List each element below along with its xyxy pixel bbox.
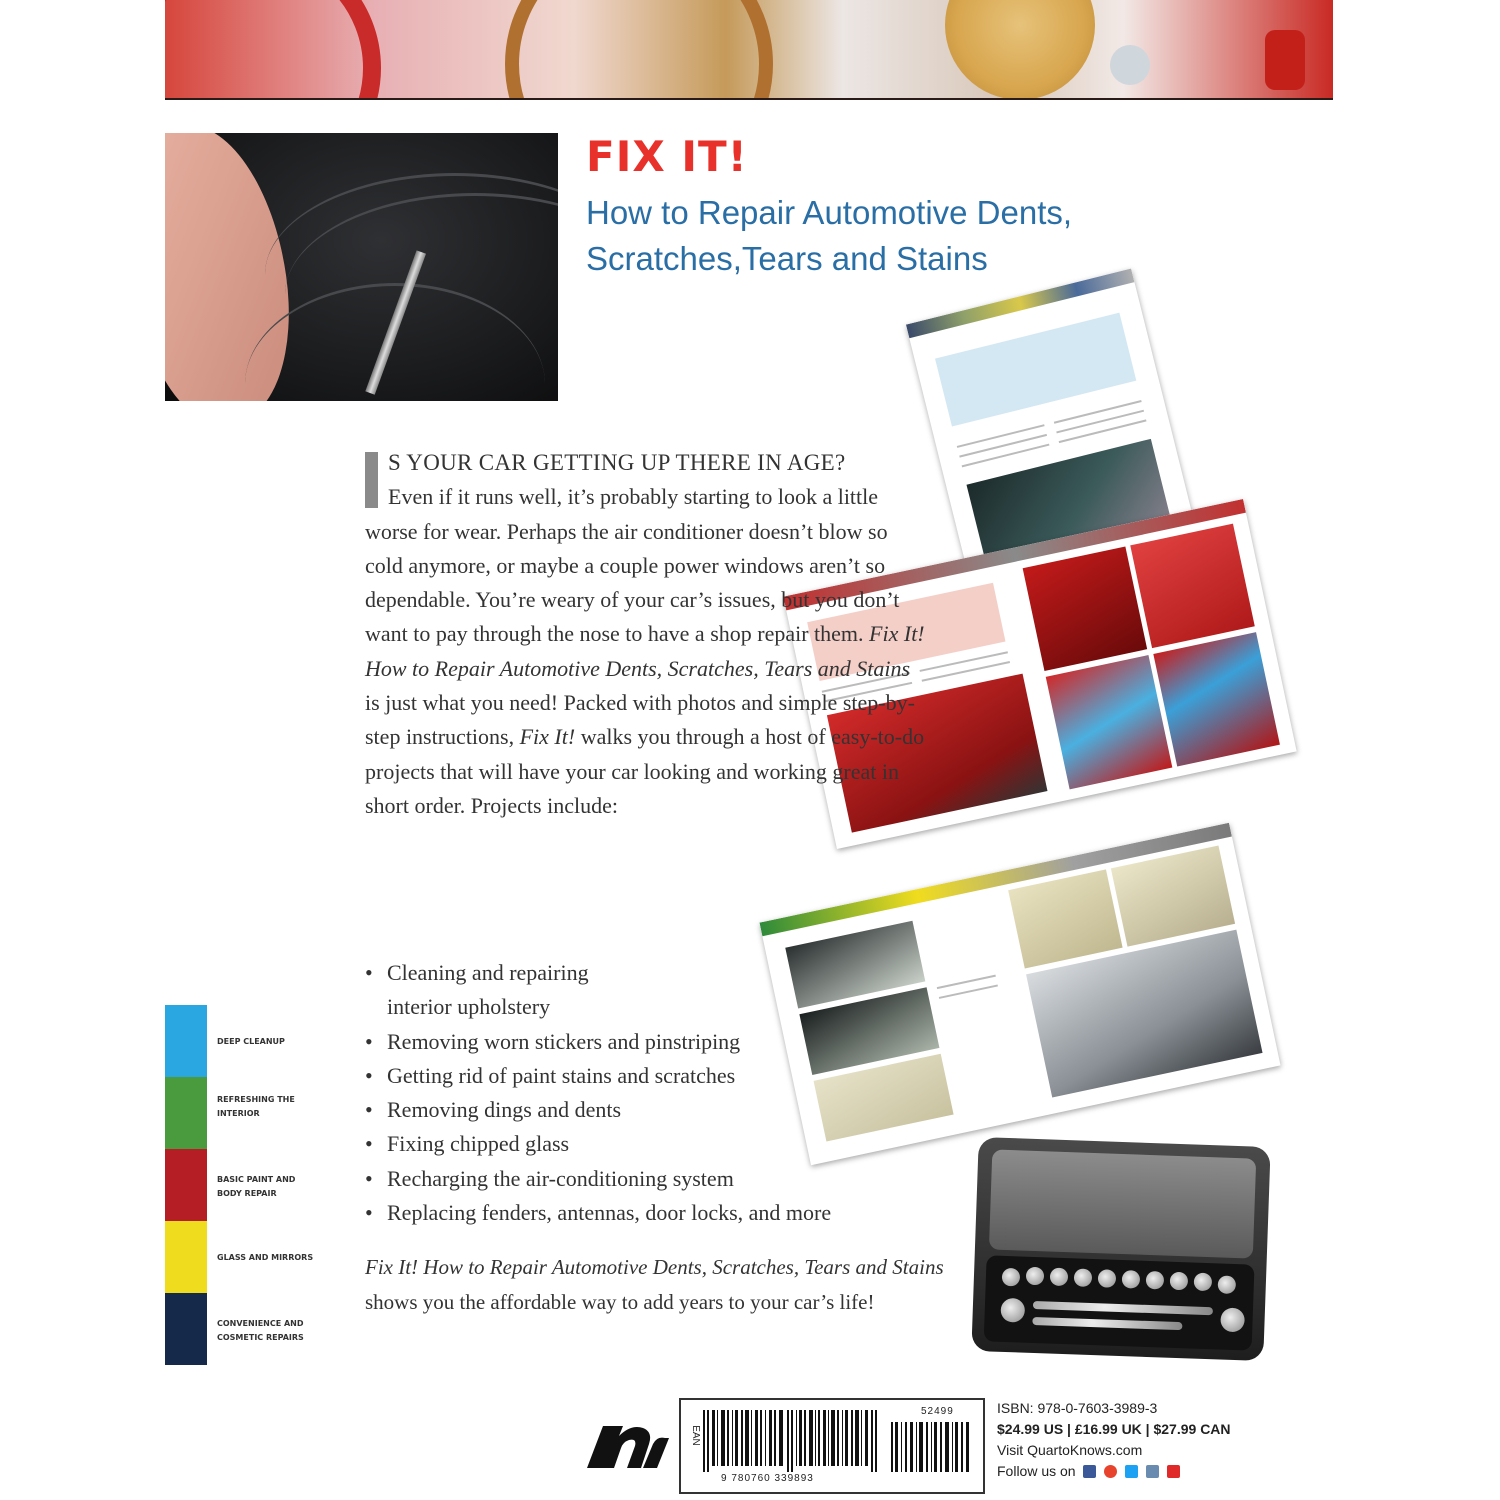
website-link[interactable]: Visit QuartoKnows.com [997, 1442, 1143, 1458]
subtitle-line-1: How to Repair Automotive Dents, [586, 194, 1073, 231]
section-tab-convenience [165, 1293, 365, 1365]
section-tab-paint-body [165, 1149, 365, 1221]
list-item: • Removing dings and dents [365, 1093, 985, 1127]
follow-label: Follow us on [997, 1463, 1076, 1479]
tape-roll-photo [505, 0, 773, 100]
buffing-pad-photo [945, 0, 1095, 100]
lede-short-italic: Fix It! [519, 724, 576, 750]
book-info [997, 1398, 1231, 1482]
section-tab-glass-mirrors [165, 1221, 365, 1293]
isbn-text: ISBN: 978-0-7603-3989-3 [997, 1400, 1158, 1416]
leather-repair-photo [165, 133, 558, 401]
socket-set-photo [971, 1137, 1270, 1361]
list-item: • Recharging the air-conditioning system [365, 1162, 985, 1196]
youtube-icon[interactable] [1167, 1465, 1180, 1478]
price-text: $24.99 US | £16.99 UK | $27.99 CAN [997, 1421, 1231, 1437]
barcode-bars [703, 1410, 881, 1472]
instagram-icon[interactable] [1146, 1465, 1159, 1478]
ean-label: EAN [689, 1425, 701, 1446]
addon-barcode-bars [891, 1422, 973, 1472]
follow-row [997, 1461, 1231, 1482]
lede-text-1: Even if it runs well, it’s probably starting to look a little worse for wear. Perhaps the air conditioner doesn’t blow so cold anymore, or maybe a couple power windows aren’t so dependable. You’re weary of your car’s issues, but you don’t want to pay through the nose to have a shop repair them. [365, 484, 900, 647]
twitter-icon[interactable] [1125, 1465, 1138, 1478]
lede-title-italic: Fix It! How to Repair Automotive Dents, Scratches, Tears and Stains [365, 621, 925, 681]
list-item: • Removing worn stickers and pinstriping [365, 1025, 985, 1059]
book-title: FIX IT! [586, 132, 748, 181]
subtitle-line-2: Scratches,Tears and Stains [586, 240, 988, 277]
cap-photo [1110, 45, 1150, 85]
closing-title-italic: Fix It! How to Repair Automotive Dents, Scratches, Tears and Stains [365, 1255, 944, 1279]
red-clip-photo [1265, 30, 1305, 90]
lede-text-3: walks you through a host of easy-to-do projects that will have your car looking and working great in short order. Projects include: [365, 724, 925, 818]
list-item: • Cleaning and repairing interior upholstery [365, 956, 637, 1025]
barcode [679, 1398, 985, 1494]
section-tabs [165, 1005, 365, 1365]
addon-digits: 52499 [921, 1406, 954, 1417]
red-wheel-photo [165, 0, 381, 100]
facebook-icon[interactable] [1083, 1465, 1096, 1478]
list-item: • Replacing fenders, antennas, door locks, and more [365, 1196, 985, 1230]
barcode-digits: 9 780760 339893 [721, 1473, 814, 1484]
closing-paragraph [365, 1250, 1005, 1320]
top-photo-strip [165, 0, 1333, 100]
list-item: • Fixing chipped glass [365, 1127, 985, 1161]
section-tab-label: DEEP CLEANUP [217, 1037, 285, 1046]
section-tab-label: BASIC PAINT AND BODY REPAIR [217, 1175, 296, 1198]
book-subtitle [586, 190, 1186, 282]
section-tab-deep-cleanup [165, 1005, 365, 1077]
section-tab-refreshing-interior [165, 1077, 365, 1149]
publisher-logo [583, 1420, 671, 1472]
book-back-cover [165, 0, 1333, 1500]
drop-cap-bar [365, 452, 378, 508]
section-tab-label: REFRESHING THE INTERIOR [217, 1095, 295, 1118]
list-item: • Getting rid of paint stains and scratches [365, 1059, 985, 1093]
lede-caps: S YOUR CAR GETTING UP THERE IN AGE? [388, 450, 846, 475]
section-tab-label: GLASS AND MIRRORS [217, 1253, 314, 1262]
closing-text: shows you the affordable way to add years to your car’s life! [365, 1290, 875, 1314]
pinterest-icon[interactable] [1104, 1465, 1117, 1478]
projects-list [365, 956, 985, 1230]
lede-text-2: is just what you need! Packed with photos and simple step-by-step instructions, [365, 690, 915, 750]
section-tab-label: CONVENIENCE AND COSMETIC REPAIRS [217, 1319, 304, 1342]
intro-paragraph [365, 446, 925, 823]
